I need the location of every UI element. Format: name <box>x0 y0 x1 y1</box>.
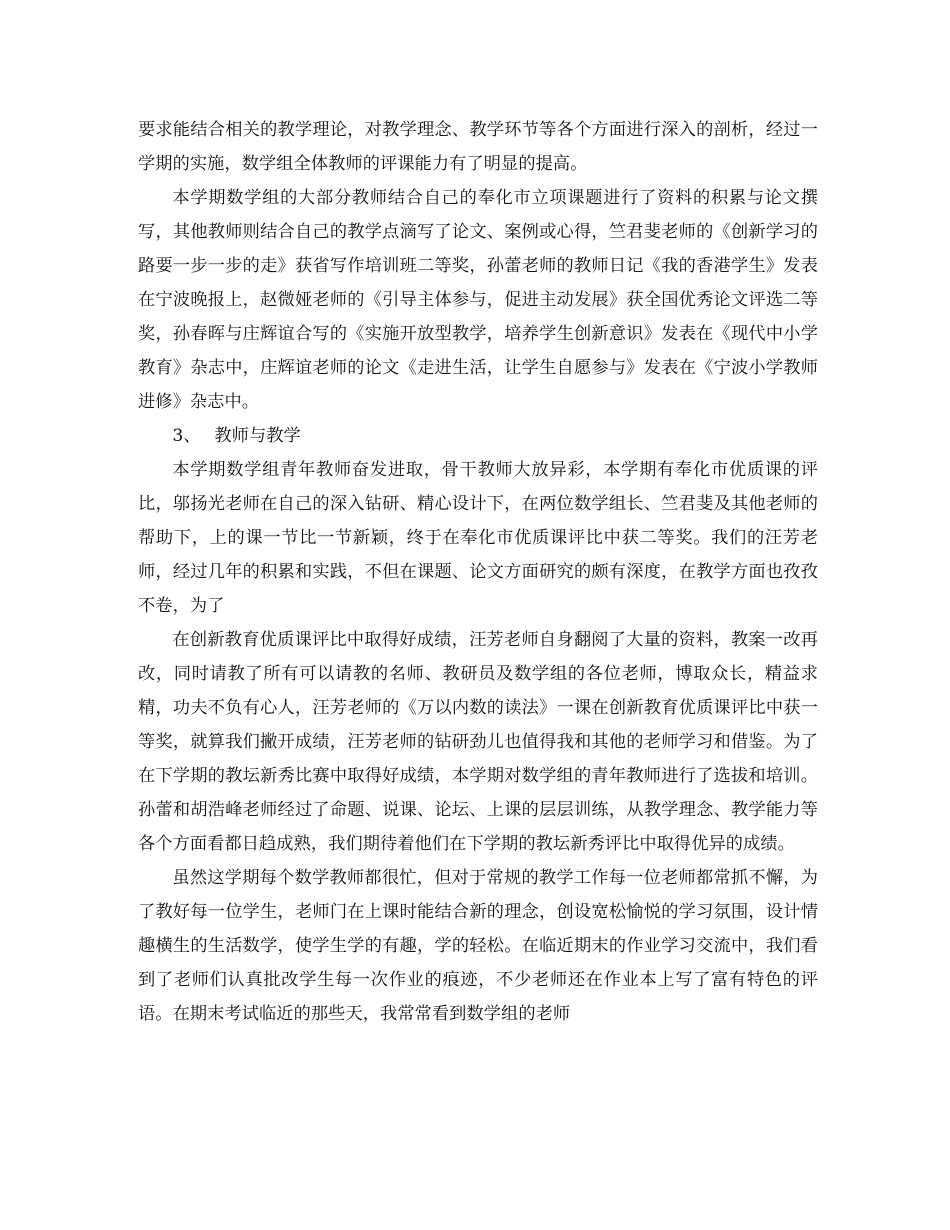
paragraph-papers: 本学期数学组的大部分教师结合自己的奉化市立项课题进行了资料的积累与论文撰写，其他教师则结合自己的教学点滴写了论文、案例或心得，竺君斐老师的《创新学习的路要一步一步的走》获省写作培训班二等奖，孙蕾老师的教师日记《我的香港学生》发表在宁波晚报上，赵微娅老师的《引导主体参与，促进主动发展》获全国优秀论文评选二等奖，孙春晖与庄辉谊合写的《实施开放型教学，培养学生创新意识》发表在《现代中小学教育》杂志中，庄辉谊老师的论文《走进生活，让学生自愿参与》发表在《宁波小学教师进修》杂志中。 <box>138 188 818 412</box>
paragraph-routine-teaching: 虽然这学期每个数学教师都很忙，但对于常规的教学工作每一位老师都常抓不懈，为了教好每一位学生，老师门在上课时能结合新的理念，创设宽松愉悦的学习氛围，设计情趣横生的生活数学，使学生学的有趣，学的轻松。在临近期末的作业学习交流中，我们看到了老师们认真批改学生每一次作业的痕迹，不少老师还在作业本上写了富有特色的评语。在期末考试临近的那些天，我常常看到数学组的老师 <box>138 868 818 1024</box>
paragraph-competition: 在创新教育优质课评比中取得好成绩，汪芳老师自身翻阅了大量的资料，教案一改再改，同时请教了所有可以请教的名师、教研员及数学组的各位老师，博取众长，精益求精，功夫不负有心人，汪芳老师的《万以内数的读法》一课在创新教育优质课评比中获一等奖，就算我们撇开成绩，汪芳老师的钻研劲儿也值得我和其他的老师学习和借鉴。为了在下学期的教坛新秀比赛中取得好成绩，本学期对数学组的青年教师进行了选拔和培训。孙蕾和胡浩峰老师经过了命题、说课、论坛、上课的层层训练，从教学理念、教学能力等各个方面看都日趋成熟，我们期待着他们在下学期的教坛新秀评比中取得优异的成绩。 <box>138 630 818 854</box>
document-body <box>138 113 818 1031</box>
section-title: 教师与教学 <box>214 426 301 446</box>
paragraph-young-teachers: 本学期数学组青年教师奋发进取，骨干教师大放异彩，本学期有奉化市优质课的评比，邬扬光老师在自己的深入钻研、精心设计下，在两位数学组长、竺君斐及其他老师的帮助下，上的课一节比一节新颖，终于在奉化市优质课评比中获二等奖。我们的汪芳老师，经过几年的积累和实践，不但在课题、论文方面研究的颇有深度，在教学方面也孜孜不卷，为了 <box>138 460 818 616</box>
section-number: 3、 <box>172 426 201 446</box>
section-heading <box>138 419 818 453</box>
paragraph-continued: 要求能结合相关的教学理论，对教学理念、教学环节等各个方面进行深入的剖析，经过一学期的实施，数学组全体教师的评课能力有了明显的提高。 <box>138 120 818 174</box>
